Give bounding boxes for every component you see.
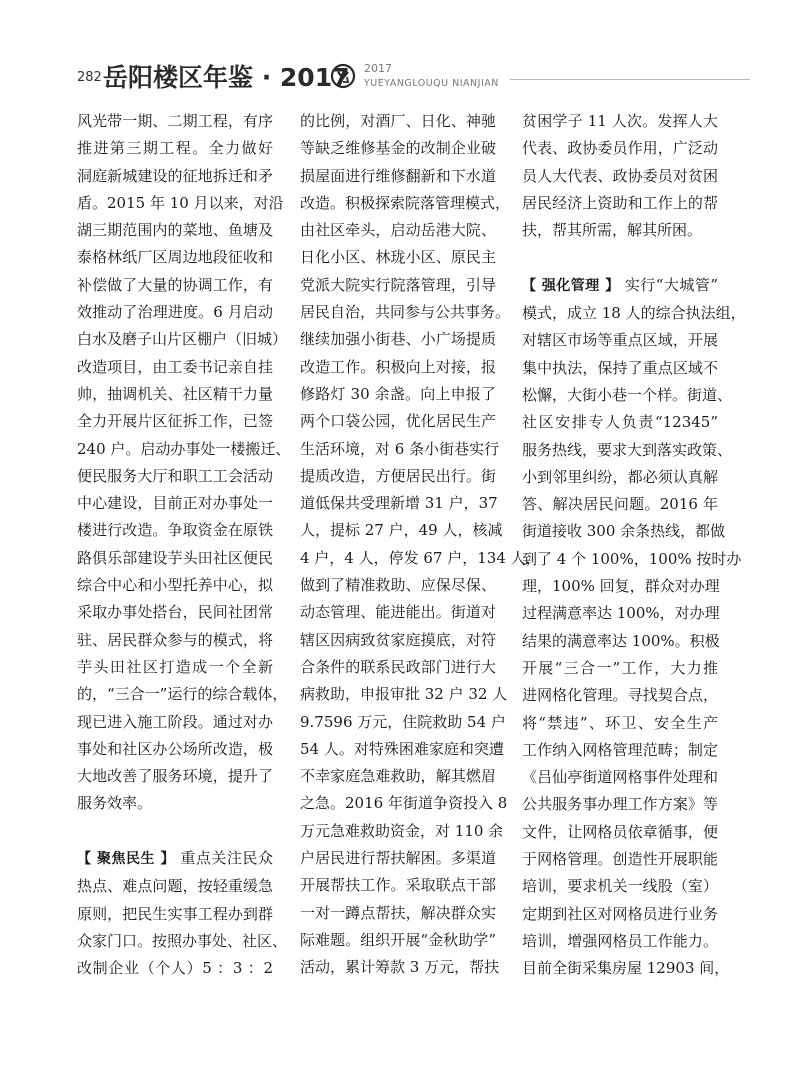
text-line: 继续加强小街巷、小广场提质 bbox=[300, 330, 496, 349]
text-line: 240 户。启动办事处一楼搬迁、 bbox=[77, 439, 291, 458]
text-line: 文件，让网格员依章循事，便 bbox=[522, 822, 718, 841]
paragraph-management bbox=[522, 272, 746, 983]
page-header bbox=[0, 0, 793, 110]
text-line: 改造工作。积极向上对接，报 bbox=[300, 357, 496, 376]
section-lead-text: 重点关注民众 bbox=[180, 849, 273, 868]
text-line: 帅，抽调机关、社区精干力量 bbox=[77, 384, 273, 403]
text-line: 答、解决居民问题。2016 年 bbox=[522, 495, 718, 514]
text-line: 开展“三合一”工作，大力推 bbox=[522, 658, 718, 677]
text-line: 大地改善了服务环境，提升了 bbox=[77, 767, 273, 786]
text-line: 结果的满意率达 100%。积极 bbox=[522, 631, 720, 650]
text-line: 便民服务大厅和职工工会活动 bbox=[77, 466, 273, 485]
text-line: 居民经济上资助和工作上的帮 bbox=[522, 193, 718, 212]
text-line: 目前全街采集房屋 12903 间， bbox=[522, 959, 730, 978]
text-line: 风光带一期、二期工程，有序 bbox=[77, 112, 273, 130]
paragraph-gap bbox=[77, 818, 273, 845]
header-rule bbox=[510, 79, 750, 80]
text-line: 开展帮扶工作。采取联点干部 bbox=[300, 876, 496, 895]
text-line: 两个口袋公园，优化居民生产 bbox=[300, 412, 496, 431]
paragraph-gap bbox=[522, 244, 718, 271]
text-line: 补偿做了大量的协调工作，有 bbox=[77, 275, 273, 294]
column-1 bbox=[77, 108, 291, 983]
text-line: 病救助，申报审批 32 户 32 人 bbox=[300, 685, 508, 704]
text-line: 原则，把民生实事工程办到群 bbox=[77, 904, 273, 923]
paragraph-community-services bbox=[300, 108, 541, 982]
text-line: 到了 4 个 100%，100% 按时办 bbox=[522, 549, 742, 568]
text-line: 泰格林纸厂区周边地段征收和 bbox=[77, 248, 273, 267]
section-lead-text: 实行“大城管” bbox=[624, 275, 719, 294]
column-3 bbox=[522, 108, 746, 983]
text-line: 盾。2015 年 10 月以来，对沿 bbox=[77, 193, 284, 212]
column-2 bbox=[300, 108, 541, 982]
text-line: 服务热线，要求大到落实政策、 bbox=[522, 440, 733, 459]
text-line: 湖三期范围内的菜地、鱼塘及 bbox=[77, 221, 273, 240]
book-title: 岳阳楼区年鉴 · 2017 bbox=[103, 63, 350, 92]
section-first-line bbox=[77, 845, 273, 873]
text-line: 将“禁违”、环卫、安全生产 bbox=[522, 713, 718, 732]
text-line: 改造。积极探索院落管理模式， bbox=[300, 193, 511, 212]
text-line: 不幸家庭急难救助，解其燃眉 bbox=[300, 767, 496, 786]
text-line: 路俱乐部建设芋头田社区便民 bbox=[77, 548, 273, 567]
text-line: 居民自治，共同参与公共事务。 bbox=[300, 303, 511, 322]
text-line: 驻、居民群众参与的模式，将 bbox=[77, 630, 273, 649]
text-line: 代表、政协委员作用，广泛动 bbox=[522, 139, 718, 158]
text-line: 损屋面进行维修翻新和下水道 bbox=[300, 166, 496, 185]
paragraph-livelihood bbox=[77, 845, 288, 982]
text-line: 于网格管理。创造性开展职能 bbox=[522, 850, 718, 869]
text-line: 生活环境，对 6 条小街巷实行 bbox=[300, 439, 500, 458]
text-line: 公共服务事办理工作方案》等 bbox=[522, 795, 718, 814]
text-line: 街道接收 300 余条热线，都做 bbox=[522, 522, 726, 541]
text-line: 辖区因病致贫家庭摸底，对符 bbox=[300, 630, 496, 649]
text-line: 4 户，4 人，停发 67 户，134 人， bbox=[300, 548, 541, 567]
text-line: 芋头田社区打造成一个全新 bbox=[77, 657, 273, 676]
text-line: 动态管理、能进能出。街道对 bbox=[300, 603, 496, 622]
text-line: 工作纳入网格管理范畴；制定 bbox=[522, 740, 718, 759]
text-line: 扶，帮其所需，解其所困。 bbox=[522, 221, 703, 240]
paragraph-urban-renewal bbox=[77, 108, 291, 818]
text-line: 万元急难救助资金，对 110 余 bbox=[300, 821, 504, 840]
text-line: 小到邻里纠纷，都必须认真解 bbox=[522, 467, 718, 486]
text-line: 推进第三期工程。全力做好 bbox=[77, 139, 273, 158]
text-line: 《吕仙亭街道网格事件处理和 bbox=[522, 768, 718, 787]
page-number: 282 bbox=[77, 70, 102, 85]
text-line: 54 人。对特殊困难家庭和突遭 bbox=[300, 739, 504, 758]
text-line: 中心建设，目前正对办事处一 bbox=[77, 494, 273, 513]
text-line: 合条件的联系民政部门进行大 bbox=[300, 657, 496, 676]
text-line: 等缺乏维修基金的改制企业破 bbox=[300, 139, 496, 158]
text-line: 党派大院实行院落管理，引导 bbox=[300, 275, 496, 294]
text-line: 一对一蹲点帮扶，解决群众实 bbox=[300, 903, 496, 922]
text-line: 的，“三合一”运行的综合载体， bbox=[77, 685, 288, 704]
text-line: 之急。2016 年街道争资投入 8 bbox=[300, 794, 508, 813]
text-line: 对辖区市场等重点区域，开展 bbox=[522, 331, 718, 350]
text-line: 人，提标 27 户，49 人，核减 bbox=[300, 521, 503, 540]
text-line: 全力开展片区征拆工作，已签 bbox=[77, 412, 273, 431]
text-line: 贫困学子 11 人次。发挥人大 bbox=[522, 112, 718, 130]
text-line: 的比例，对酒厂、日化、神驰 bbox=[300, 112, 496, 130]
text-line: 进网格化管理。寻找契合点， bbox=[522, 686, 718, 705]
text-line: 员人大代表、政协委员对贫困 bbox=[522, 166, 718, 185]
text-line: 松懈，大街小巷一个样。街道、 bbox=[522, 385, 733, 404]
text-line: 改制企业（个人）5 ：3 ：2 bbox=[77, 959, 273, 978]
text-line: 定期到社区对网格员进行业务 bbox=[522, 904, 718, 923]
text-line: 模式，成立 18 人的综合执法组， bbox=[522, 304, 746, 323]
text-line: 由社区牵头，启动岳港大院、 bbox=[300, 221, 496, 240]
text-line: 效推动了治理进度。6 月启动 bbox=[77, 303, 273, 322]
text-line: 过程满意率达 100%，对办理 bbox=[522, 604, 720, 623]
text-line: 白水及磨子山片区棚户（旧城） bbox=[77, 330, 288, 349]
text-line: 活动，累计筹款 3 万元，帮扶 bbox=[300, 958, 500, 977]
text-line: 洞庭新城建设的征地拆迁和矛 bbox=[77, 166, 273, 185]
header-pinyin: YUEYANGLOUQU NIANJIAN bbox=[364, 78, 499, 89]
text-line: 理，100% 回复，群众对办理 bbox=[522, 577, 720, 596]
section-title-livelihood: 【 聚焦民生 】 bbox=[77, 851, 176, 868]
yearbook-logo-icon bbox=[330, 63, 356, 89]
text-line: 现已进入施工阶段。通过对办 bbox=[77, 712, 273, 731]
text-line: 日化小区、林珑小区、原民主 bbox=[300, 248, 496, 267]
text-line: 户居民进行帮扶解困。多渠道 bbox=[300, 849, 496, 868]
text-line: 修路灯 30 余盏。向上申报了 bbox=[300, 384, 496, 403]
section-title-management: 【 强化管理 】 bbox=[522, 277, 620, 294]
text-line: 9.7596 万元，住院救助 54 户 bbox=[300, 712, 506, 731]
text-line: 改造项目，由工委书记亲自挂 bbox=[77, 357, 273, 376]
section-first-line bbox=[522, 272, 718, 300]
text-line: 道低保共受理新增 31 户，37 bbox=[300, 494, 498, 513]
text-line: 集中执法，保持了重点区域不 bbox=[522, 358, 718, 377]
text-line: 社区安排专人负责“12345” bbox=[522, 413, 718, 432]
text-line: 服务效率。 bbox=[77, 794, 153, 813]
text-line: 热点、难点问题，按轻重缓急 bbox=[77, 877, 273, 896]
text-line: 采取办事处搭台，民间社团常 bbox=[77, 603, 273, 622]
text-line: 提质改造，方便居民出行。街 bbox=[300, 466, 496, 485]
header-year: 2017 bbox=[364, 62, 392, 75]
text-line: 楼进行改造。争取资金在原铁 bbox=[77, 521, 273, 540]
text-line: 做到了精准救助、应保尽保、 bbox=[300, 576, 496, 595]
paragraph-assistance bbox=[522, 108, 718, 244]
text-line: 培训，要求机关一线股（室） bbox=[522, 877, 718, 896]
text-line: 培训，增强网格员工作能力。 bbox=[522, 931, 718, 950]
text-line: 众家门口。按照办事处、社区、 bbox=[77, 931, 288, 950]
text-line: 综合中心和小型托养中心，拟 bbox=[77, 576, 273, 595]
text-line: 际难题。组织开展“金秋助学” bbox=[300, 930, 496, 949]
text-line: 事处和社区办公场所改造，极 bbox=[77, 739, 273, 758]
